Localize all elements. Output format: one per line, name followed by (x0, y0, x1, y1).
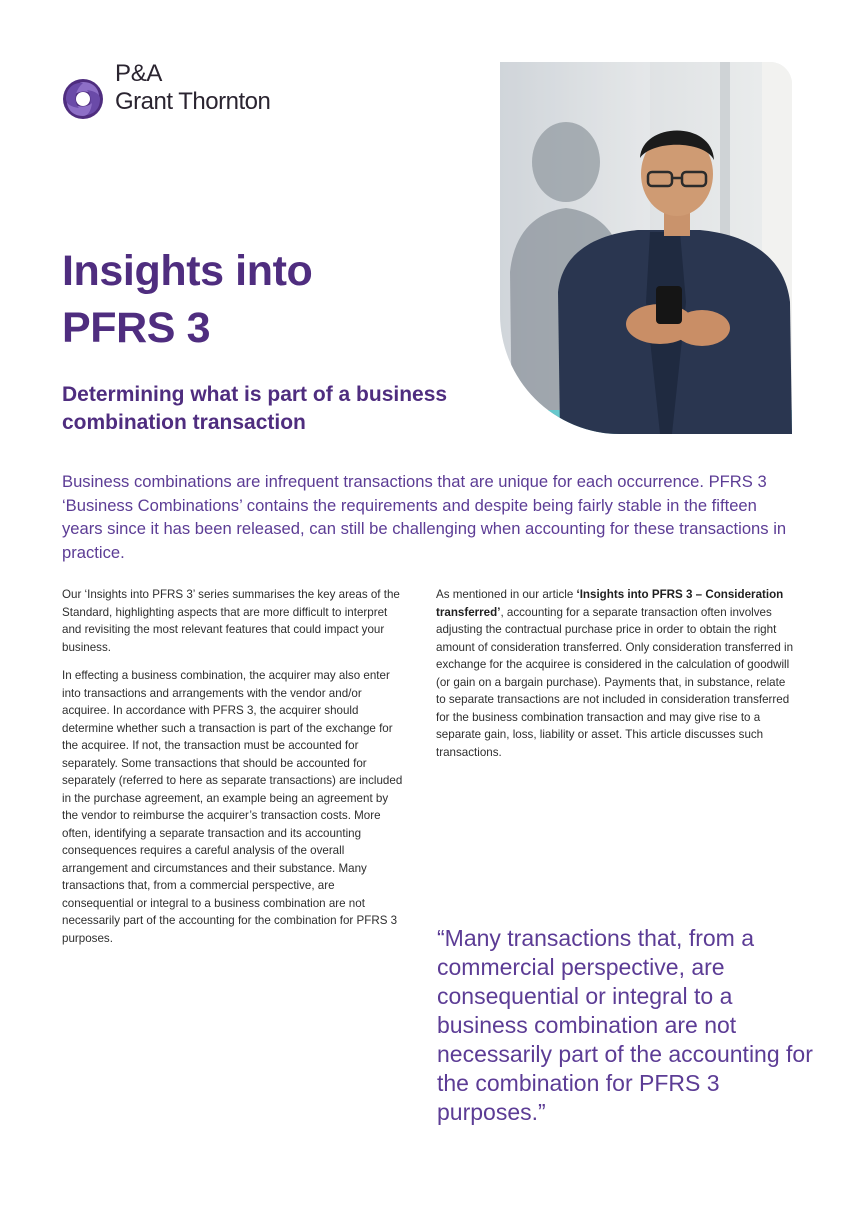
left-paragraph-1: Our ‘Insights into PFRS 3’ series summarises the key areas of the Standard, highlighting aspects that are more difficult to interpret and revisiting the most relevant features that could impact your business. (62, 588, 400, 654)
page-subtitle: Determining what is part of a business combination transaction (62, 383, 448, 434)
brand-logo (62, 60, 322, 122)
man-using-smartphone-photo-icon (500, 62, 792, 434)
right-paragraph (436, 586, 796, 761)
left-column (62, 586, 407, 958)
right-paragraph-lead: As mentioned in our article (436, 588, 577, 601)
grant-thornton-swirl-logo-icon (62, 78, 104, 120)
left-paragraph-2: In effecting a business combination, the acquirer may also enter into transactions and arrangements with the vendor and/or acquiree. In accordance with PFRS 3, the acquirer should determine whether such a transaction is part of the exchange for the acquiree. If not, the transaction must be accounted for separately. Some transactions that should be accounted for separately (referred to here as separate transactions) are included in the purchase agreement, an example being an agreement by the vendor to reimburse the acquirer’s transaction costs. More often, identifying a separate transaction and its accounting consequences requires a careful analysis of the overall arrangement and circumstances and their substance. Many transactions that, from a commercial perspective, are consequential or integral to a business combination are not necessarily part of the accounting for the combination for PFRS 3 purposes. (62, 669, 403, 945)
pull-quote: “Many transactions that, from a commercial perspective, are consequential or integral to a business combination are not necessarily part of the accounting for the combination for PFRS 3 purposes.” (437, 925, 813, 1125)
intro-paragraph: Business combinations are infrequent transactions that are unique for each occurrence. PFRS 3 ‘Business Combinations’ contains the requirements and despite being fairly stable in the fifteen years since it has been released, can still be challenging when accounting for these transactions in practice. (62, 472, 787, 562)
brand-name-line2: Grant Thornton (115, 88, 271, 115)
page-title-line2: PFRS 3 (62, 304, 211, 352)
brand-name-line1: P&A (115, 60, 163, 87)
page-title (62, 243, 482, 357)
right-column (436, 586, 796, 772)
article-reference: ‘Insights into PFRS 3 – Consideration transferred’ (436, 588, 784, 619)
right-paragraph-rest: , accounting for a separate transaction often involves adjusting the contractual purchase price in order to obtain the right amount of consideration transferred. Only consideration transferred in exchange for the acquiree is considered in the calculation of goodwill (or gain on a bargain purchase). Payments that, in substance, relate to separate transactions are not included in consideration transferred for the business combination transaction and may give rise to a separate gain, loss, liability or asset. This article discusses such transactions. (436, 605, 794, 759)
hero-photo (500, 62, 792, 434)
page-title-line1: Insights into (62, 247, 313, 295)
